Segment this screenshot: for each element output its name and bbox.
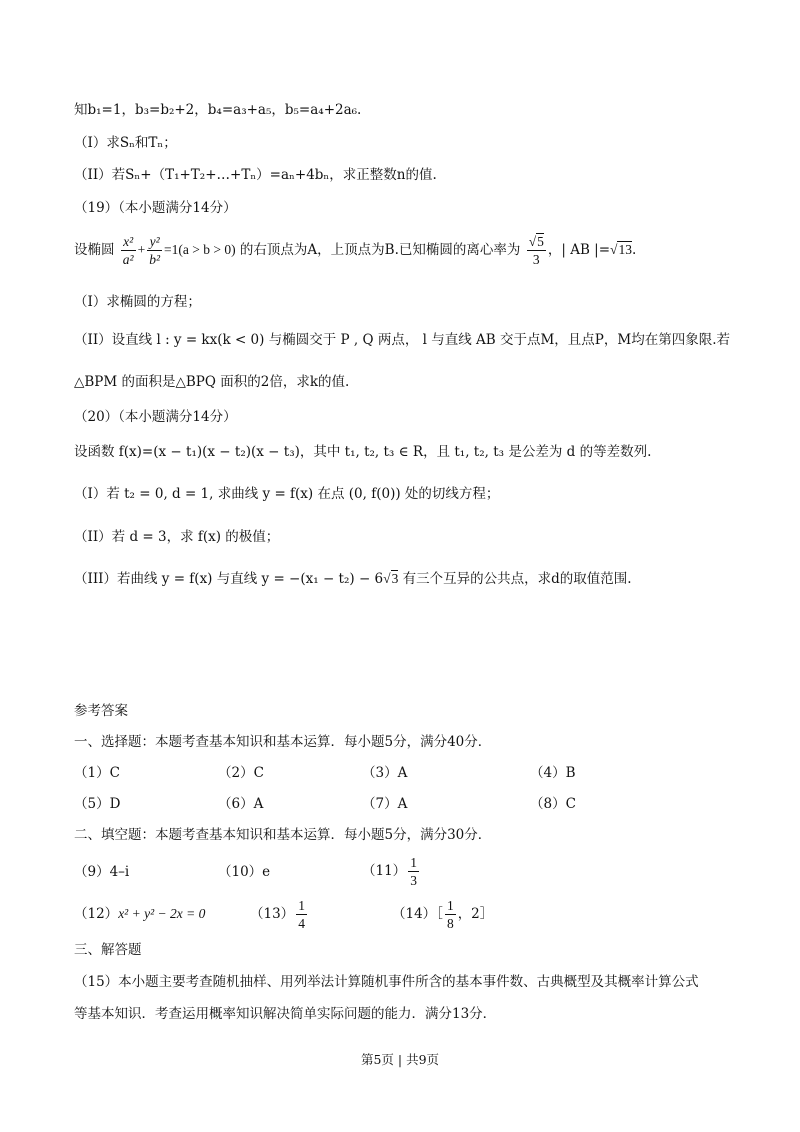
q20-part3-suffix: 有三个互异的公共点，求d的取值范围. xyxy=(398,571,632,587)
choice-1: （1）C xyxy=(74,765,120,781)
choice-5: （5）D xyxy=(74,796,121,812)
q20-stem: 设函数 f(x)=(x − t₁)(x − t₂)(x − t₃)，其中 t₁, t₂, t₃ ∈ R，且 t₁, t₂, t₃ 是公差为 d 的等差数列. xyxy=(74,444,652,460)
blank-13 xyxy=(250,895,309,933)
blank-12-label: （12） xyxy=(74,906,119,922)
answers-section2: 二、填空题：本题考查基本知识和基本运算．每小题5分，满分30分． xyxy=(74,827,492,843)
blank-14-fraction xyxy=(445,897,456,932)
q19-stem-condition: =1(a > b > 0) xyxy=(164,242,236,257)
blank-10: （10）e xyxy=(218,864,271,880)
q19-header: （19）（本小题满分14分） xyxy=(74,200,237,216)
q15-line2: 等基本知识．考查运用概率知识解决简单实际问题的能力．满分13分． xyxy=(74,1006,497,1022)
blank-13-fraction xyxy=(296,897,307,932)
ellipse-y-fraction: $\frac{\text{y²}}{\text{b²}}$ xyxy=(149,234,161,267)
q19-part1: （I）求椭圆的方程； xyxy=(74,294,201,310)
q19-part2-line2: △BPM 的面积是△BPQ 面积的2倍，求k的值. xyxy=(74,374,350,390)
blank-11-fraction xyxy=(408,854,419,889)
q19-stem: 设椭圆 $\frac{\text{x²}}{\text{a²}}$ + $\frac{\text{y²}}{\text{b²}}$ =1(a > b > 0) 的右顶点为A，上顶点为B.已知椭圆的离心率为 $\frac{√5}{3}$ ，| AB |=√13. xyxy=(74,234,637,267)
ellipse-x-fraction: $\frac{\text{x²}}{\text{a²}}$ xyxy=(122,234,134,267)
q19-stem-prefix: 设椭圆 xyxy=(74,242,115,258)
answers-section3: 三、解答题 xyxy=(74,942,142,958)
blank-11 xyxy=(362,852,421,890)
blank-11-label: （11） xyxy=(362,863,407,879)
choice-8: （8）C xyxy=(530,796,576,812)
blank-11-den: 3 xyxy=(410,873,417,888)
blank-9: （9）4–i xyxy=(74,864,130,880)
answers-title: 参考答案 xyxy=(74,703,128,719)
q20-part3-prefix: （III）若曲线 y = f(x) 与直线 y = −(x₁ − t₂) − 6 xyxy=(74,571,384,587)
q15-line1: （15）本小题主要考查随机抽样、用列举法计算随机事件所含的基本事件数、古典概型及其概率计算公式 xyxy=(74,974,699,990)
choice-3: （3）A xyxy=(362,765,408,781)
blank-14-den: 8 xyxy=(446,916,454,931)
blank-13-num: 1 xyxy=(298,898,305,913)
q19-stem-middle: 的右顶点为A，上顶点为B.已知椭圆的离心率为 xyxy=(239,242,521,258)
q20-part3-sqrt: 3 xyxy=(391,571,399,586)
q20-part1: （I）若 t₂ = 0, d = 1, 求曲线 y = f(x) 在点 (0, f(0)) 处的切线方程； xyxy=(74,486,500,502)
intro-line: 知b₁=1，b₃=b₂+2，b₄=a₃+a₅，b₅=a₄+2a₆. xyxy=(74,102,362,118)
q19-stem-sqrt: 13 xyxy=(618,242,632,257)
choice-6: （6）A xyxy=(218,796,264,812)
q19-part2-line1: （II）设直线 l : y = kx(k < 0) 与椭圆交于 P , Q 两点， l 与直线 AB 交于点M，且点P，M均在第四象限.若 xyxy=(74,332,730,348)
q20-header: （20）（本小题满分14分） xyxy=(74,409,237,425)
blank-11-num: 1 xyxy=(410,855,417,870)
eccentricity-fraction: $\frac{√5}{3}$ xyxy=(528,234,544,267)
q19-stem-end: . xyxy=(631,242,637,258)
blank-12-equation: x² + y² − 2x = 0 xyxy=(118,906,206,921)
blank-13-den: 4 xyxy=(298,916,305,931)
blank-12 xyxy=(74,895,205,933)
blank-14-end: ，2］ xyxy=(457,906,494,922)
choice-4: （4）B xyxy=(530,765,576,781)
blank-14 xyxy=(392,895,493,933)
page-footer: 第5页 | 共9页 xyxy=(360,1052,440,1067)
choice-2: （2）C xyxy=(218,765,264,781)
q18-part1: （I）求Sₙ和Tₙ； xyxy=(74,135,177,151)
answers-section1: 一、选择题：本题考查基本知识和基本运算．每小题5分，满分40分． xyxy=(74,734,492,750)
blank-13-label: （13） xyxy=(250,906,295,922)
q20-part2: （II）若 d = 3，求 f(x) 的极值； xyxy=(74,529,280,545)
choice-7: （7）A xyxy=(362,796,408,812)
q18-part2: （II）若Sₙ+（T₁+T₂+…+Tₙ）=aₙ+4bₙ，求正整数n的值. xyxy=(74,167,437,183)
blank-14-label: （14）［ xyxy=(392,906,443,922)
blank-14-num: 1 xyxy=(446,898,454,913)
q19-stem-abs: ，| AB |= xyxy=(547,242,611,258)
q20-part3: （III）若曲线 y = f(x) 与直线 y = −(x₁ − t₂) − 6√3 有三个互异的公共点，求d的取值范围. xyxy=(74,571,632,587)
